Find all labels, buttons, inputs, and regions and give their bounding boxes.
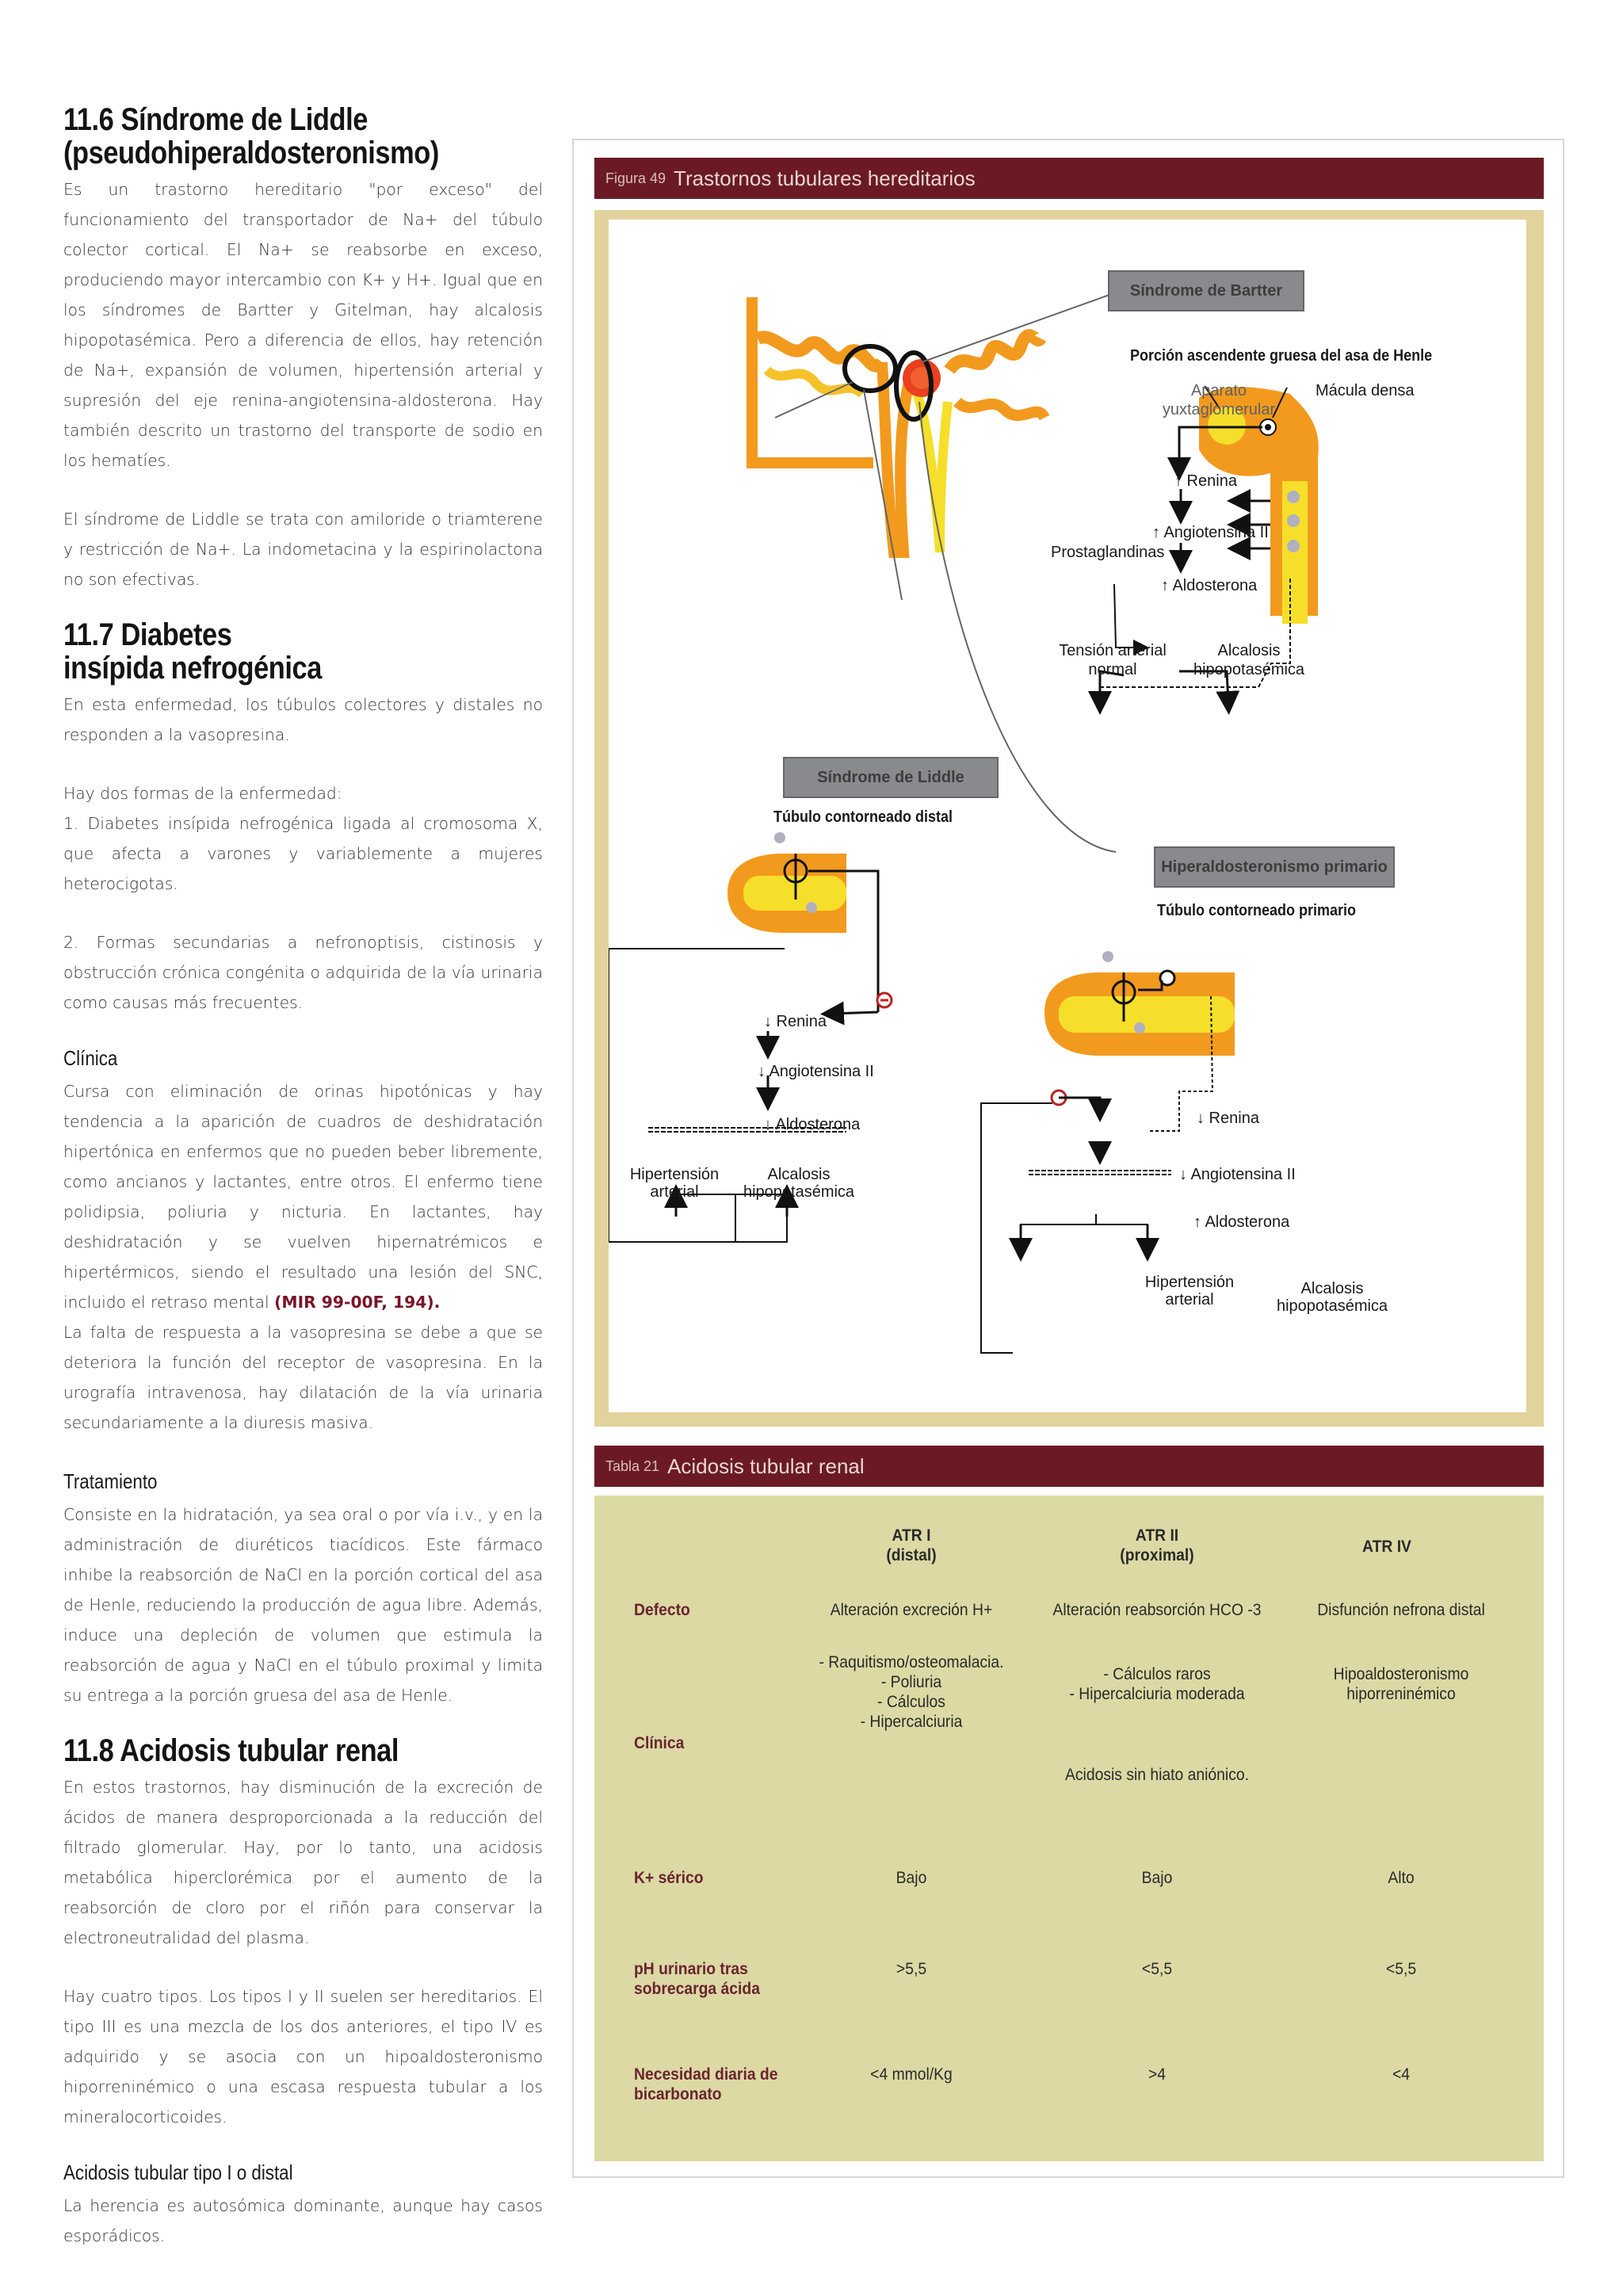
defecto-atr2: Alteración reabsorción HCO -3 xyxy=(1052,1601,1262,1619)
mir-reference: (MIR 99-00F, 194). xyxy=(274,1293,441,1312)
row-k-label: K+ sérico xyxy=(634,1869,704,1887)
row-ph-label: pH urinario tras sobrecarga ácida xyxy=(634,1960,760,1998)
col-atr2-name: ATR II xyxy=(1135,1526,1179,1545)
figure-diagram xyxy=(609,220,1526,1412)
alcalosis-hiperaldo: Alcalosis hipopotasémica xyxy=(1276,1280,1388,1315)
s117-paragraph-3: 1. Diabetes insípida nefrogénica ligada al cromosoma X, que afecta a varones y variablemente a mujeres heterocigotas. xyxy=(63,814,543,893)
col-atr1-sub: (distal) xyxy=(886,1546,937,1564)
angiotensina-up-label: ↑ Angiotensina II xyxy=(1152,524,1269,541)
text-column xyxy=(63,103,543,2251)
col-atr1-name: ATR I xyxy=(892,1526,931,1545)
col-atr2-sub: (proximal) xyxy=(1120,1546,1194,1564)
aldosterona-up-hiperaldo: ↑ Aldosterona xyxy=(1193,1213,1290,1231)
clinica-text: Cursa con eliminación de orinas hipotónicas y hay tendencia a la aparición de cuadros de deshidratación hipertónica en enfermos que no pueden beber libremente, como ancianos y lactantes, entre otros. El enfermo tiene polidipsia, poliuria y nicturia. En lactantes, hay deshidratación y se vuelven hipernatrémicos e hipertérmicos, siendo el resultado una lesión del SNC, incluido el retraso mental xyxy=(63,1082,543,1312)
clinica-atr4 xyxy=(1292,1664,1510,1704)
atr1-heading: Acidosis tubular tipo I o distal xyxy=(63,2160,293,2184)
k-atr4: Alto xyxy=(1388,1869,1415,1887)
liddle-box-label: Síndrome de Liddle xyxy=(817,768,964,786)
ph-atr4: <5,5 xyxy=(1385,1960,1417,1978)
section-11-8-title: 11.8 Acidosis tubular renal xyxy=(63,1733,399,1768)
liddle-box xyxy=(783,757,999,798)
table-title: Acidosis tubular renal xyxy=(667,1454,865,1478)
macula-label: Mácula densa xyxy=(1316,382,1415,399)
clinica-atr4-line-2: hiporreninémico xyxy=(1346,1685,1456,1703)
row-defecto-label: Defecto xyxy=(634,1601,690,1619)
clinica-atr1-line-1: - Raquitismo/osteomalacia. xyxy=(819,1653,1004,1671)
figure-title: Trastornos tubulares hereditarios xyxy=(674,166,976,190)
bic-atr1: <4 mmol/Kg xyxy=(870,2065,953,2084)
aldosterona-down-liddle: ↓ Aldosterona xyxy=(764,1116,861,1133)
renina-down-hiperaldo: ↓ Renina xyxy=(1197,1110,1259,1127)
angiotensina-down-hiperaldo: ↓ Angiotensina II xyxy=(1179,1166,1296,1183)
clinica-paragraph-1 xyxy=(63,1076,543,1317)
ph-atr1: >5,5 xyxy=(896,1960,927,1978)
s118-paragraph-2: Hay cuatro tipos. Los tipos I y II suelen ser hereditarios. El tipo III es una mezcla de los dos anteriores, el tipo IV es adquirido y se asocia con un hipoaldosteronismo hiporreninémico o una escasa respuesta tubular a los mineralocorticoides. xyxy=(63,1987,543,2126)
col-header-atr1 xyxy=(831,1526,991,1565)
bic-atr4: <4 xyxy=(1392,2065,1411,2084)
clinica-atr2-line-2: - Hipercalciuria moderada xyxy=(1069,1685,1245,1703)
clinica-atr1-line-2: - Poliuria xyxy=(880,1673,942,1691)
clinica-atr4-line-1: Hipoaldosteronismo xyxy=(1333,1665,1469,1683)
bartter-box-label: Síndrome de Bartter xyxy=(1129,281,1283,300)
col-header-atr2 xyxy=(1070,1526,1245,1565)
hiperaldo-box xyxy=(1154,846,1395,888)
figure-panel xyxy=(572,139,1564,2178)
table-tag: Tabla 21 xyxy=(605,1457,660,1474)
tratamiento-heading: Tratamiento xyxy=(63,1469,158,1493)
clinica-atr1-line-3: - Cálculos xyxy=(877,1693,945,1711)
prostaglandinas-label: Prostaglandinas xyxy=(1051,544,1165,561)
acidosis-table xyxy=(594,1496,1544,2161)
defecto-atr1: Alteración excreción H+ xyxy=(830,1601,993,1619)
clinica-paragraph-2: La falta de respuesta a la vasopresina se debe a que se deteriora la función del receptor de vasopresina. En la urografía intravenosa, hay dilatación de la vía urinaria secundariamente a la diuresis masiva. xyxy=(63,1323,543,1432)
tratamiento-paragraph: Consiste en la hidratación, ya sea oral o por vía i.v., y en la administración de diuréticos tiacídicos. Este fármaco inhibe la reabsorción de NaCl en la porción cortical del asa de Henle, reduciendo la producción de agua libre. Además, induce una depleción de volumen que estimula la reabsorción de agua y NaCl en el túbulo proximal y limita su entrega a la porción gruesa del asa de Henle. xyxy=(63,1505,543,1705)
s116-paragraph-2: El síndrome de Liddle se trata con amiloride o triamterene y restricción de Na+. La indometacina y la espirinolactona no son efectivas. xyxy=(63,510,543,589)
clinica-heading: Clínica xyxy=(63,1046,118,1070)
distal-tubule-label: Túbulo contorneado distal xyxy=(773,808,953,826)
ph-atr2: <5,5 xyxy=(1141,1960,1173,1978)
atr1-paragraph: La herencia es autosómica dominante, aunque hay casos esporádicos. xyxy=(63,2196,543,2245)
col-header-atr4: ATR IV xyxy=(1362,1538,1411,1556)
henle-label: Porción ascendente gruesa del asa de Henle xyxy=(1130,347,1433,365)
section-11-7-title: 11.7 Diabetes insípida nefrogénica xyxy=(63,617,322,686)
clinica-atr1 xyxy=(809,1652,1014,1732)
section-11-6-title: 11.6 Síndrome de Liddle (pseudohiperaldosteronismo) xyxy=(63,102,439,170)
proximal-tubule-label: Túbulo contorneado primario xyxy=(1157,902,1357,919)
s117-paragraph-2: Hay dos formas de la enfermedad: xyxy=(63,784,342,803)
k-atr1: Bajo xyxy=(896,1869,927,1887)
row-bicarbonato-label: Necesidad diaria de bicarbonato xyxy=(634,2065,778,2103)
bartter-box xyxy=(1108,270,1304,311)
aparato-label: Aparato yuxtaglomerular xyxy=(1162,382,1276,418)
nephron-illustration xyxy=(747,297,1044,552)
renina-down-liddle: ↓ Renina xyxy=(764,1013,827,1030)
clinica-atr2-line-1: - Cálculos raros xyxy=(1103,1665,1211,1683)
hipertension-liddle: Hipertensión arterial xyxy=(629,1166,720,1201)
s118-paragraph-1: En estos trastornos, hay disminución de la excreción de ácidos de manera desproporcionada a la reducción del filtrado glomerular. Hay, por lo tanto, una acidosis metabólica hiperclorémica por el aumento de la reabsorción de cloro por el riñón para conservar la electroneutralidad del plasma. xyxy=(63,1778,543,1947)
angiotensina-down-liddle: ↓ Angiotensina II xyxy=(758,1063,874,1080)
hipertension-hiperaldo: Hipertensión arterial xyxy=(1144,1274,1235,1308)
alcalosis-liddle: Alcalosis hipopotasémica xyxy=(743,1166,855,1201)
aldosterona-up-label: ↑ Aldosterona xyxy=(1161,577,1258,594)
figure-tag: Figura 49 xyxy=(605,170,666,186)
hiperaldo-box-label: Hiperaldosteronismo primario xyxy=(1161,858,1388,876)
proximal-tubule-illustration xyxy=(1044,951,1235,1056)
s117-paragraph-4: 2. Formas secundarias a nefronoptisis, cistinosis y obstrucción crónica congénita o adquirida de la vía urinaria como causas más frecuentes. xyxy=(63,933,543,1012)
row-clinica-label: Clínica xyxy=(634,1734,685,1752)
bic-atr2: >4 xyxy=(1148,2065,1167,2084)
defecto-atr4: Disfunción nefrona distal xyxy=(1317,1601,1485,1619)
s116-paragraph-1: Es un trastorno hereditario "por exceso" del funcionamiento del transportador de Na+ del túbulo colector cortical. El Na+ se reabsorbe en exceso, produciendo mayor intercambio con K+ y H+. Igual que en los síndromes de Bartter y Gitelman, hay alcalosis hipopotasémica. Pero a diferencia de ellos, hay retención de Na+, expansión de volumen, hipertensión arterial y supresión del eje renina-angiotensina-aldosterona. Hay también descrito un trastorno del transporte de sodio en los hematíes. xyxy=(63,180,543,470)
clinica-atr1-line-4: - Hipercalciuria xyxy=(860,1713,963,1731)
clinica-atr2 xyxy=(1048,1664,1266,1704)
k-atr2: Bajo xyxy=(1141,1869,1173,1887)
renina-up-label: ↑ Renina xyxy=(1174,472,1237,490)
s117-paragraph-1: En esta enfermedad, los túbulos colectores y distales no responden a la vasopresina. xyxy=(63,695,543,744)
figure-title-bar xyxy=(594,158,1544,199)
tension-normal-label: Tensión arterial normal xyxy=(1059,642,1167,678)
distal-tubule-illustration xyxy=(727,832,846,933)
alcalosis-bartter-label: Alcalosis hipopotasémica xyxy=(1193,642,1305,678)
table-title-bar xyxy=(594,1446,1544,1487)
clinica-common: Acidosis sin hiato aniónico. xyxy=(1065,1766,1249,1784)
